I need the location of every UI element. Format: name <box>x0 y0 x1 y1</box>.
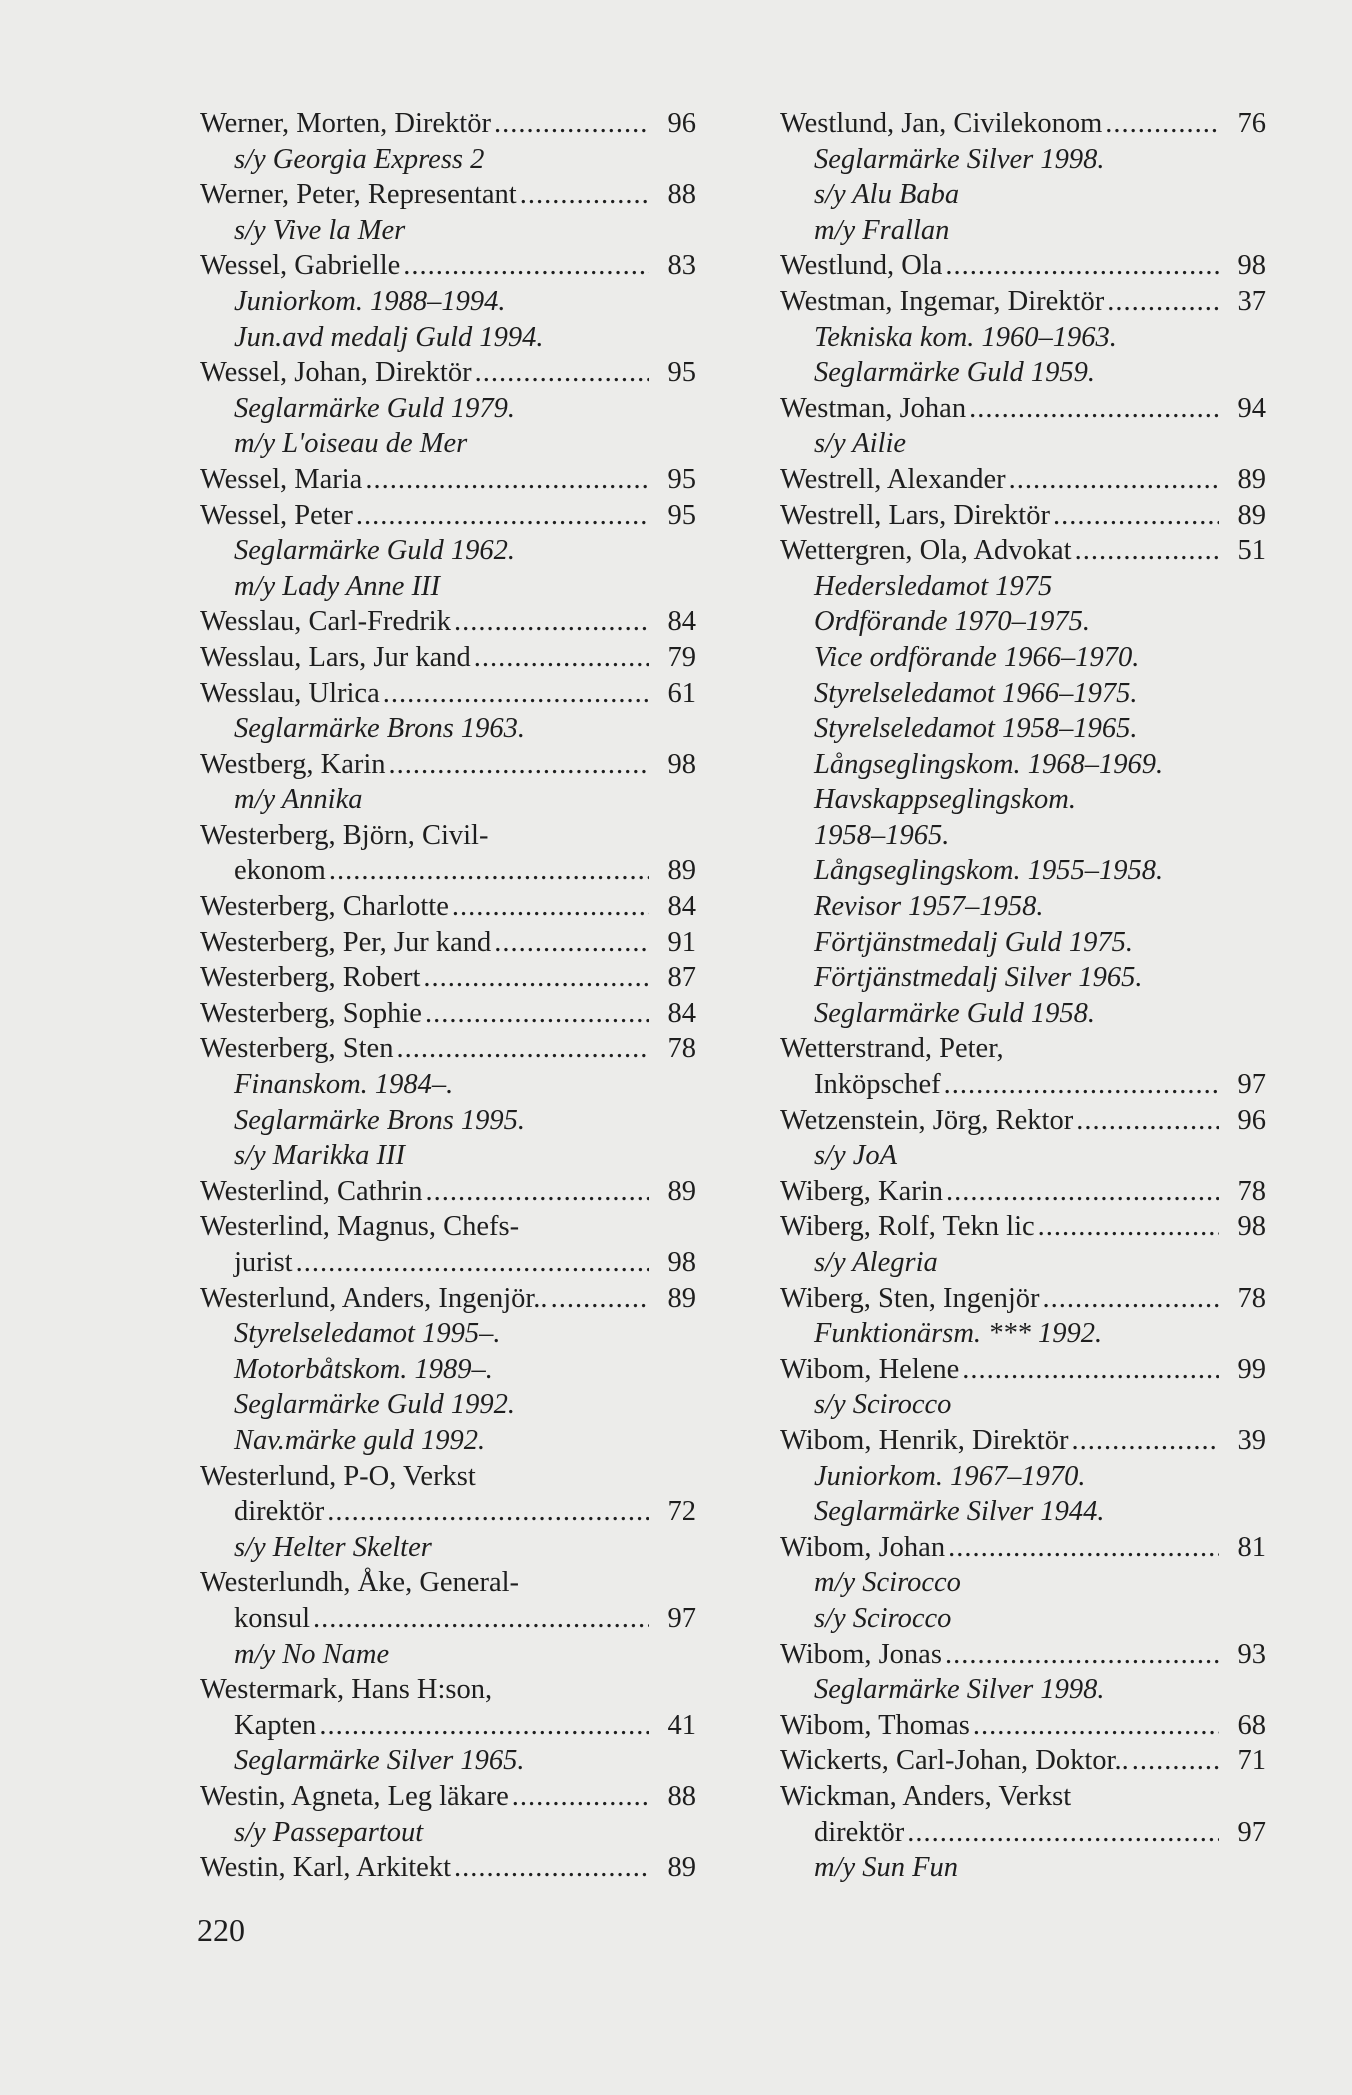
entry-name: Westman, Ingemar, Direktör <box>780 285 1105 317</box>
entry-name: Werner, Peter, Representant <box>200 179 517 211</box>
index-entry-heading: Westerberg, Björn, Civil- <box>200 819 489 851</box>
index-entry <box>780 1281 1266 1317</box>
entry-page-number: 96 <box>667 108 696 139</box>
entry-page-number: 72 <box>667 1496 696 1528</box>
entry-detail: 1958–1965. <box>814 819 950 851</box>
entry-detail: s/y Ailie <box>814 428 907 460</box>
index-entry <box>780 1530 1266 1566</box>
entry-name: direktör <box>234 1496 325 1528</box>
entry-name: Wessel, Gabrielle <box>200 250 401 282</box>
entry-detail: Jun.avd medalj Guld 1994. <box>234 321 544 353</box>
index-column-left <box>200 106 696 1886</box>
index-entry <box>780 1209 1266 1245</box>
dot-leader <box>907 1815 1219 1851</box>
entry-name: Wiberg, Rolf, Tekn lic <box>780 1211 1035 1243</box>
index-entry <box>780 1352 1266 1388</box>
index-entry-heading: Wetterstrand, Peter, <box>780 1033 1004 1065</box>
entry-page-number: 89 <box>1237 463 1266 495</box>
entry-detail: s/y Passepartout <box>234 1816 424 1848</box>
entry-detail: Seglarmärke Silver 1998. <box>814 1674 1105 1706</box>
entry-page-number: 61 <box>667 677 696 709</box>
index-entry <box>200 498 696 534</box>
index-entry <box>200 1281 696 1317</box>
entry-detail: Styrelseledamot 1958–1965. <box>814 713 1138 745</box>
entry-detail: Seglarmärke Brons 1995. <box>234 1104 526 1136</box>
entry-page-number: 89 <box>667 1282 696 1314</box>
entry-name: Westerlind, Cathrin <box>200 1175 423 1207</box>
entry-page-number: 97 <box>667 1602 696 1634</box>
dot-leader <box>426 1174 650 1210</box>
entry-page-number: 98 <box>1237 250 1266 282</box>
entry-page-number: 95 <box>667 357 696 389</box>
entry-page-number: 91 <box>667 926 696 958</box>
entry-name: Westrell, Alexander <box>780 463 1006 495</box>
entry-detail: m/y No Name <box>234 1638 390 1670</box>
index-entry <box>780 533 1266 569</box>
entry-detail: Seglarmärke Silver 1998. <box>814 143 1105 175</box>
index-entry <box>200 1031 696 1067</box>
entry-page-number: 76 <box>1237 108 1266 139</box>
entry-name: Westerlund, Anders, Ingenjör.. <box>200 1282 548 1314</box>
entry-name: Wibom, Thomas <box>780 1709 970 1741</box>
entry-page-number: 95 <box>667 463 696 495</box>
entry-page-number: 83 <box>667 250 696 282</box>
entry-page-number: 96 <box>1237 1104 1266 1136</box>
entry-page-number: 98 <box>667 1247 696 1278</box>
entry-detail: m/y Lady Anne III <box>234 570 441 602</box>
dot-leader <box>494 925 649 961</box>
entry-name: Wessel, Maria <box>200 463 363 495</box>
index-entry-heading: Westerlund, P-O, Verkst <box>200 1460 476 1492</box>
entry-detail: Finanskom. 1984–. <box>234 1069 454 1101</box>
dot-leader <box>454 1850 649 1886</box>
entry-page-number: 78 <box>1237 1175 1266 1207</box>
dot-leader <box>403 248 649 284</box>
index-entry <box>780 1103 1266 1139</box>
entry-name: Westrell, Lars, Direktör <box>780 499 1050 531</box>
index-entry <box>780 391 1266 427</box>
dot-leader <box>1053 498 1219 534</box>
entry-name: konsul <box>234 1602 311 1634</box>
index-entry <box>780 1423 1266 1459</box>
entry-page-number: 71 <box>1237 1745 1266 1777</box>
entry-name: Westman, Johan <box>780 392 967 424</box>
entry-name: ekonom <box>234 855 326 887</box>
entry-name: Westin, Agneta, Leg läkare <box>200 1780 509 1812</box>
dot-leader <box>1076 1103 1219 1139</box>
entry-page-number: 99 <box>1237 1353 1266 1385</box>
entry-detail: s/y Alu Baba <box>814 179 960 211</box>
entry-detail: Vice ordförande 1966–1970. <box>814 641 1140 673</box>
entry-page-number: 39 <box>1237 1424 1266 1456</box>
entry-name: Wesslau, Carl-Fredrik <box>200 606 451 638</box>
entry-name: Westerberg, Robert <box>200 962 421 994</box>
dot-leader <box>948 1530 1219 1566</box>
dot-leader <box>474 640 649 676</box>
entry-detail: m/y Scirocco <box>814 1567 961 1599</box>
dot-leader <box>313 1601 649 1637</box>
dot-leader <box>1038 1209 1219 1245</box>
entry-name: Wibom, Henrik, Direktör <box>780 1424 1069 1456</box>
index-entry <box>200 1850 696 1886</box>
entry-name: Wessel, Johan, Direktör <box>200 357 472 389</box>
index-entry-continuation <box>200 1601 696 1637</box>
entry-name: Wibom, Johan <box>780 1531 946 1563</box>
entry-detail: s/y Georgia Express 2 <box>234 143 485 175</box>
entry-name: Wiberg, Sten, Ingenjör <box>780 1282 1040 1314</box>
entry-page-number: 89 <box>667 1175 696 1207</box>
entry-page-number: 97 <box>1237 1069 1266 1101</box>
entry-page-number: 78 <box>667 1033 696 1065</box>
entry-name: Wessel, Peter <box>200 499 353 531</box>
entry-detail: m/y Frallan <box>814 214 950 246</box>
dot-leader <box>452 889 649 925</box>
entry-name: Wibom, Helene <box>780 1353 960 1385</box>
entry-page-number: 95 <box>667 499 696 531</box>
index-entry-continuation <box>200 1708 696 1744</box>
dot-leader <box>1075 533 1219 569</box>
dot-leader <box>327 1494 649 1530</box>
entry-name: jurist <box>234 1247 293 1278</box>
dot-leader <box>520 177 649 213</box>
index-entry <box>780 1743 1266 1779</box>
entry-detail: Styrelseledamot 1995–. <box>234 1318 501 1350</box>
entry-detail: m/y L'oiseau de Mer <box>234 428 468 460</box>
dot-leader <box>945 248 1219 284</box>
entry-name: Westerberg, Charlotte <box>200 891 449 923</box>
entry-detail: s/y Helter Skelter <box>234 1531 432 1563</box>
entry-page-number: 51 <box>1237 535 1266 567</box>
entry-detail: Juniorkom. 1988–1994. <box>234 285 506 317</box>
entry-name: direktör <box>814 1816 905 1848</box>
entry-name: Westberg, Karin <box>200 748 386 780</box>
entry-detail: Havskappseglingskom. <box>814 784 1076 816</box>
index-entry <box>780 498 1266 534</box>
index-entry <box>200 355 696 391</box>
entry-page-number: 68 <box>1237 1709 1266 1741</box>
index-entry <box>200 604 696 640</box>
dot-leader <box>944 1067 1219 1103</box>
entry-page-number: 84 <box>667 606 696 638</box>
entry-page-number: 89 <box>667 855 696 887</box>
dot-leader <box>329 853 649 889</box>
dot-leader <box>512 1779 649 1815</box>
index-entry <box>200 889 696 925</box>
entry-page-number: 89 <box>667 1852 696 1884</box>
entry-detail: Förtjänstmedalj Guld 1975. <box>814 926 1134 958</box>
entry-page-number: 84 <box>667 997 696 1029</box>
entry-page-number: 87 <box>667 962 696 994</box>
dot-leader <box>1132 1743 1219 1779</box>
index-entry <box>780 1174 1266 1210</box>
index-entry-heading: Westermark, Hans H:son, <box>200 1674 493 1706</box>
entry-detail: Seglarmärke Guld 1959. <box>814 357 1096 389</box>
entry-detail: Seglarmärke Guld 1979. <box>234 392 516 424</box>
index-entry <box>200 1779 696 1815</box>
index-entry <box>200 1174 696 1210</box>
entry-name: Inköpschef <box>814 1069 941 1101</box>
entry-detail: Motorbåtskom. 1989–. <box>234 1353 493 1385</box>
index-entry <box>780 248 1266 284</box>
index-entry <box>200 996 696 1032</box>
entry-detail: s/y Scirocco <box>814 1602 952 1634</box>
entry-detail: s/y Scirocco <box>814 1389 952 1421</box>
entry-detail: Långseglingskom. 1955–1958. <box>814 855 1164 887</box>
entry-detail: Styrelseledamot 1966–1975. <box>814 677 1138 709</box>
entry-name: Westerberg, Per, Jur kand <box>200 926 492 958</box>
entry-page-number: 89 <box>1237 499 1266 531</box>
dot-leader <box>423 960 649 996</box>
index-entry <box>200 106 696 142</box>
dot-leader <box>475 355 649 391</box>
entry-detail: Seglarmärke Brons 1963. <box>234 713 526 745</box>
entry-name: Westin, Karl, Arkitekt <box>200 1852 451 1884</box>
entry-detail: Seglarmärke Guld 1962. <box>234 535 516 567</box>
entry-page-number: 88 <box>667 179 696 211</box>
dot-leader <box>425 996 649 1032</box>
entry-name: Westlund, Jan, Civilekonom <box>780 108 1103 139</box>
entry-name: Westlund, Ola <box>780 250 943 282</box>
entry-page-number: 79 <box>667 641 696 673</box>
entry-detail: Juniorkom. 1967–1970. <box>814 1460 1086 1492</box>
index-entry-heading: Westerlundh, Åke, General- <box>200 1567 519 1599</box>
index-entry <box>200 462 696 498</box>
index-entry-continuation <box>200 853 696 889</box>
dot-leader <box>1009 462 1219 498</box>
dot-leader <box>973 1708 1219 1744</box>
index-entry <box>200 248 696 284</box>
index-entry-heading: Wickman, Anders, Verkst <box>780 1780 1072 1812</box>
index-entry <box>200 747 696 783</box>
entry-detail: Revisor 1957–1958. <box>814 891 1044 923</box>
entry-name: Wiberg, Karin <box>780 1175 943 1207</box>
entry-detail: Seglarmärke Guld 1992. <box>234 1389 516 1421</box>
entry-detail: s/y Marikka III <box>234 1140 405 1172</box>
entry-name: Wibom, Jonas <box>780 1638 942 1670</box>
index-entry <box>780 1708 1266 1744</box>
dot-leader <box>1072 1423 1219 1459</box>
dot-leader <box>389 747 649 783</box>
entry-detail: Förtjänstmedalj Silver 1965. <box>814 962 1143 994</box>
entry-page-number: 78 <box>1237 1282 1266 1314</box>
dot-leader <box>1105 106 1219 142</box>
entry-detail: s/y Vive la Mer <box>234 214 406 246</box>
dot-leader <box>383 676 649 712</box>
entry-detail: Seglarmärke Guld 1958. <box>814 997 1096 1029</box>
entry-detail: m/y Annika <box>234 784 363 816</box>
index-entry <box>200 925 696 961</box>
entry-name: Werner, Morten, Direktör <box>200 108 491 139</box>
dot-leader <box>319 1708 649 1744</box>
entry-detail: Långseglingskom. 1968–1969. <box>814 748 1164 780</box>
entry-name: Wettergren, Ola, Advokat <box>780 535 1072 567</box>
index-entry <box>200 177 696 213</box>
dot-leader <box>356 498 649 534</box>
dot-leader <box>551 1281 649 1317</box>
entry-detail: Nav.märke guld 1992. <box>234 1424 486 1456</box>
entry-page-number: 41 <box>667 1709 696 1741</box>
page-number: 220 <box>197 1912 245 1948</box>
dot-leader <box>946 1174 1219 1210</box>
dot-leader <box>365 462 649 498</box>
entry-detail: Hedersledamot 1975 <box>814 570 1053 602</box>
entry-detail: Tekniska kom. 1960–1963. <box>814 321 1117 353</box>
dot-leader <box>1043 1281 1219 1317</box>
index-entry <box>780 1637 1266 1673</box>
index-entry-continuation <box>780 1067 1266 1103</box>
dot-leader <box>969 391 1219 427</box>
entry-detail: s/y Alegria <box>814 1247 938 1278</box>
entry-detail: Seglarmärke Silver 1965. <box>234 1745 525 1777</box>
entry-page-number: 98 <box>667 748 696 780</box>
entry-name: Wesslau, Lars, Jur kand <box>200 641 471 673</box>
entry-page-number: 81 <box>1237 1531 1266 1563</box>
index-entry-continuation <box>780 1815 1266 1851</box>
entry-detail: Ordförande 1970–1975. <box>814 606 1091 638</box>
dot-leader <box>962 1352 1219 1388</box>
entry-detail: m/y Sun Fun <box>814 1852 959 1884</box>
entry-name: Westerberg, Sten <box>200 1033 394 1065</box>
entry-page-number: 88 <box>667 1780 696 1812</box>
index-entry-continuation <box>200 1494 696 1530</box>
entry-page-number: 98 <box>1237 1211 1266 1243</box>
index-entry <box>200 676 696 712</box>
dot-leader <box>494 106 649 142</box>
entry-detail: Seglarmärke Silver 1944. <box>814 1496 1105 1528</box>
entry-page-number: 37 <box>1237 285 1266 317</box>
dot-leader <box>296 1245 649 1281</box>
entry-name: Wesslau, Ulrica <box>200 677 380 709</box>
index-entry <box>780 284 1266 320</box>
index-entry <box>200 960 696 996</box>
dot-leader <box>945 1637 1219 1673</box>
entry-page-number: 97 <box>1237 1816 1266 1848</box>
entry-name: Kapten <box>234 1709 317 1741</box>
index-entry <box>200 640 696 676</box>
entry-page-number: 93 <box>1237 1638 1266 1670</box>
index-entry <box>780 106 1266 142</box>
index-entry-continuation <box>200 1245 696 1281</box>
dot-leader <box>1107 284 1219 320</box>
entry-page-number: 94 <box>1237 392 1266 424</box>
index-entry <box>780 462 1266 498</box>
dot-leader <box>454 604 649 640</box>
entry-detail: s/y JoA <box>814 1140 898 1172</box>
index-entry-heading: Westerlind, Magnus, Chefs- <box>200 1211 520 1243</box>
entry-name: Westerberg, Sophie <box>200 997 422 1029</box>
dot-leader <box>396 1031 649 1067</box>
entry-detail: Funktionärsm. *** 1992. <box>814 1318 1103 1350</box>
entry-name: Wetzenstein, Jörg, Rektor <box>780 1104 1074 1136</box>
entry-name: Wickerts, Carl-Johan, Doktor.. <box>780 1745 1129 1777</box>
index-column-right <box>780 106 1266 1886</box>
entry-page-number: 84 <box>667 891 696 923</box>
